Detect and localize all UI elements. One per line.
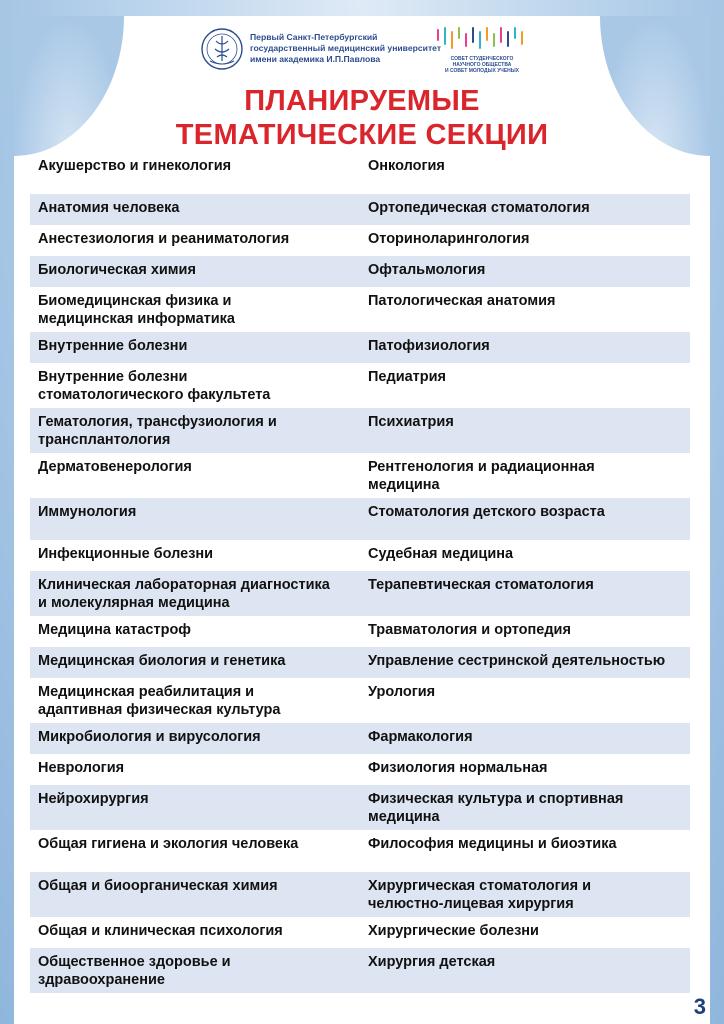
section-name-line: стоматологического факультета [38,386,271,403]
table-row [30,616,690,647]
table-row [30,498,690,540]
section-name-right [360,414,690,449]
section-name-line: Оториноларингология [368,231,530,247]
table-row [30,453,690,498]
student-council-name [432,56,532,74]
page-number: 3 [693,994,706,1019]
table-row [30,194,690,225]
section-name-line: Общая гигиена и экология человека [38,836,299,852]
page-title-line: ПЛАНИРУЕМЫЕ [244,85,480,117]
section-name-line: Внутренние болезни [38,338,188,354]
section-name-line: Биологическая химия [38,262,196,278]
section-name-line: Медицинская реабилитация и [38,684,255,700]
section-name-line: Гематология, трансфузиология и [38,414,277,430]
page-title-line: ТЕМАТИЧЕСКИЕ СЕКЦИИ [175,119,549,151]
section-name-right [360,459,690,494]
section-name-line: Общая и биоорганическая химия [38,878,278,894]
section-name-line: Психиатрия [368,414,454,430]
table-row [30,723,690,754]
section-name-left [30,369,360,404]
section-name-left [30,729,360,750]
header [0,22,724,84]
table-row [30,287,690,332]
section-name-right [360,231,690,252]
section-name-line: Нейрохирургия [38,791,149,807]
section-name-left [30,836,360,868]
university-name-line: имени академика И.П.Павлова [250,54,381,64]
council-name-line: НАУЧНОГО ОБЩЕСТВА [452,62,512,68]
section-name-line: Хирургическая стоматология и [368,878,591,894]
table-row [30,571,690,616]
section-name-left [30,293,360,328]
section-name-right [360,622,690,643]
section-name-left [30,954,360,989]
section-name-left [30,414,360,449]
section-name-line: Физиология нормальная [368,760,548,776]
section-name-right [360,504,690,536]
section-name-line: Иммунология [38,504,137,520]
section-name-line: Философия медицины и биоэтика [368,836,617,852]
table-row [30,408,690,453]
section-name-left [30,262,360,283]
section-name-line: трансплантология [38,431,171,448]
section-name-line: Ортопедическая стоматология [368,200,590,216]
section-name-line: челюстно-лицевая хирургия [368,895,574,912]
sections-table [30,152,690,993]
section-name-right [360,369,690,404]
table-row [30,647,690,678]
section-name-left [30,577,360,612]
university-name-line: государственный медицинский университет [250,43,442,53]
section-name-line: медицина [368,808,440,825]
section-name-line: Онкология [368,158,445,174]
section-name-left [30,923,360,944]
table-row [30,332,690,363]
table-row [30,754,690,785]
section-name-line: Биомедицинская физика и [38,293,232,309]
section-name-left [30,459,360,494]
page-title [0,84,724,152]
section-name-right [360,836,690,868]
section-name-line: Травматология и ортопедия [368,622,571,638]
section-name-line: Медицина катастроф [38,622,191,638]
section-name-line: Анатомия человека [38,200,180,216]
section-name-right [360,200,690,221]
section-name-line: здравоохранение [38,971,165,988]
section-name-line: Дерматовенерология [38,459,192,475]
table-row [30,225,690,256]
section-name-line: Хирургические болезни [368,923,539,939]
section-name-right [360,760,690,781]
section-name-line: Общая и клиническая психология [38,923,283,939]
section-name-line: Патофизиология [368,338,490,354]
section-name-left [30,546,360,567]
section-name-right [360,577,690,612]
section-name-line: адаптивная физическая культура [38,701,281,718]
section-name-right [360,338,690,359]
section-name-line: Внутренние болезни [38,369,188,385]
section-name-line: Офтальмология [368,262,486,278]
table-row [30,256,690,287]
university-name-line: Первый Санкт-Петербургский [250,32,378,42]
section-name-line: медицинская информатика [38,310,235,327]
section-name-right [360,878,690,913]
section-name-left [30,200,360,221]
section-name-left [30,504,360,536]
section-name-left [30,653,360,674]
section-name-line: Неврология [38,760,125,776]
university-name [250,32,450,65]
student-council-logo-icon [432,24,532,84]
section-name-right [360,684,690,719]
section-name-line: Медицинская биология и генетика [38,653,286,669]
table-row [30,540,690,571]
section-name-line: Управление сестринской деятельностью [368,653,666,669]
section-name-line: и молекулярная медицина [38,594,230,611]
section-name-left [30,231,360,252]
section-name-right [360,653,690,674]
section-name-left [30,338,360,359]
section-name-line: Педиатрия [368,369,447,385]
section-name-line: Акушерство и гинекология [38,158,232,174]
section-name-line: Судебная медицина [368,546,514,562]
section-name-line: Анестезиология и реаниматология [38,231,290,247]
section-name-line: Общественное здоровье и [38,954,231,970]
table-row [30,948,690,993]
table-row [30,872,690,917]
section-name-right [360,791,690,826]
section-name-right [360,729,690,750]
section-name-left [30,158,360,190]
section-name-line: Урология [368,684,436,700]
section-name-right [360,158,690,190]
section-name-line: Рентгенология и радиационная [368,459,595,475]
section-name-left [30,878,360,913]
section-name-right [360,546,690,567]
section-name-line: Клиническая лабораторная диагностика [38,577,330,593]
section-name-line: Инфекционные болезни [38,546,214,562]
section-name-left [30,622,360,643]
section-name-right [360,954,690,989]
section-name-line: Патологическая анатомия [368,293,556,309]
table-row [30,678,690,723]
section-name-left [30,760,360,781]
table-row [30,363,690,408]
section-name-right [360,923,690,944]
section-name-right [360,293,690,328]
section-name-line: Фармакология [368,729,473,745]
table-row [30,152,690,194]
table-row [30,785,690,830]
section-name-line: Физическая культура и спортивная [368,791,624,807]
section-name-left [30,684,360,719]
council-name-line: И СОВЕТ МОЛОДЫХ УЧЕНЫХ [445,68,519,74]
section-name-left [30,791,360,826]
council-name-line: СОВЕТ СТУДЕНЧЕСКОГО [450,56,514,62]
university-emblem-icon [200,27,244,71]
section-name-line: Терапевтическая стоматология [368,577,594,593]
table-row [30,917,690,948]
section-name-line: Хирургия детская [368,954,496,970]
section-name-line: медицина [368,476,440,493]
section-name-line: Стоматология детского возраста [368,504,605,520]
section-name-right [360,262,690,283]
section-name-line: Микробиология и вирусология [38,729,261,745]
table-row [30,830,690,872]
